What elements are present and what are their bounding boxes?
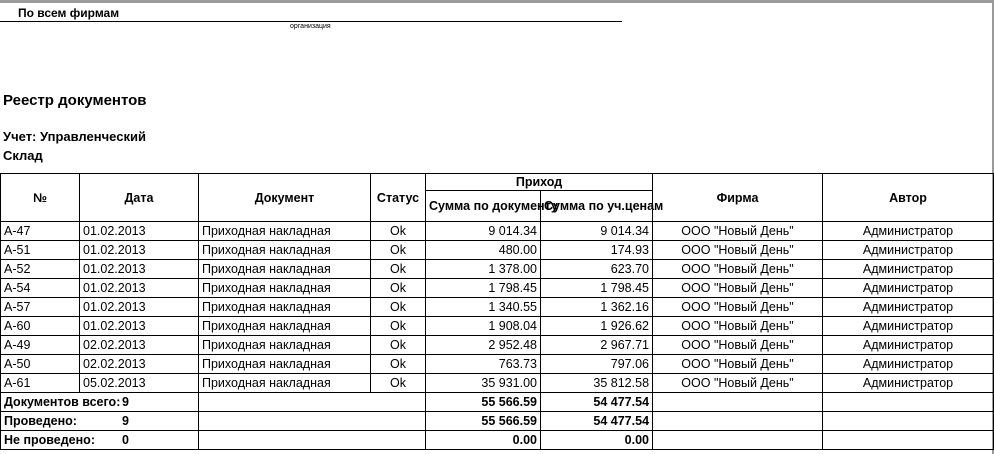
cell-firm: ООО "Новый День" [653, 222, 823, 241]
warehouse-label: Склад [3, 148, 43, 163]
cell-sum-acc: 1 798.45 [541, 279, 653, 298]
documents-table [0, 173, 994, 450]
cell-date: 01.02.2013 [80, 260, 199, 279]
cell-date: 02.02.2013 [80, 355, 199, 374]
cell-date: 01.02.2013 [80, 222, 199, 241]
cell-firm: ООО "Новый День" [653, 355, 823, 374]
cell-author: Администратор [823, 279, 994, 298]
cell-date: 01.02.2013 [80, 279, 199, 298]
totals-label-cell [1, 393, 199, 412]
cell-status: Ok [371, 374, 426, 393]
cell-num: A-52 [1, 260, 80, 279]
table-totals [1, 393, 994, 450]
cell-sum-doc: 1 378.00 [426, 260, 541, 279]
cell-date: 02.02.2013 [80, 336, 199, 355]
cell-status: Ok [371, 279, 426, 298]
cell-sum-acc: 1 362.16 [541, 298, 653, 317]
cell-document: Приходная накладная [199, 374, 371, 393]
totals-empty-cell [823, 393, 994, 412]
totals-sum-acc: 54 477.54 [541, 412, 653, 431]
totals-count: 9 [122, 414, 129, 428]
table-row[interactable] [1, 279, 994, 298]
cell-sum-acc: 2 967.71 [541, 336, 653, 355]
table-row[interactable] [1, 317, 994, 336]
totals-empty-cell [823, 412, 994, 431]
totals-empty-cell [199, 412, 426, 431]
organization-caption: организация [290, 23, 331, 30]
table-row[interactable] [1, 374, 994, 393]
col-header-document: Документ [199, 174, 371, 222]
totals-row [1, 393, 994, 412]
cell-sum-doc: 2 952.48 [426, 336, 541, 355]
cell-author: Администратор [823, 355, 994, 374]
totals-label: Документов всего: [4, 395, 121, 409]
table-row[interactable] [1, 241, 994, 260]
cell-num: A-57 [1, 298, 80, 317]
cell-firm: ООО "Новый День" [653, 279, 823, 298]
cell-document: Приходная накладная [199, 241, 371, 260]
cell-sum-acc: 35 812.58 [541, 374, 653, 393]
totals-label-cell [1, 431, 199, 450]
col-header-sum-acc: Сумма по уч.ценам [541, 191, 653, 222]
cell-date: 01.02.2013 [80, 241, 199, 260]
cell-sum-acc: 623.70 [541, 260, 653, 279]
cell-status: Ok [371, 336, 426, 355]
col-header-date: Дата [80, 174, 199, 222]
cell-author: Администратор [823, 317, 994, 336]
cell-sum-acc: 9 014.34 [541, 222, 653, 241]
cell-document: Приходная накладная [199, 355, 371, 374]
table-row[interactable] [1, 355, 994, 374]
totals-row [1, 412, 994, 431]
totals-label: Не проведено: [4, 433, 95, 447]
totals-sum-acc: 0.00 [541, 431, 653, 450]
totals-empty-cell [653, 393, 823, 412]
cell-sum-doc: 480.00 [426, 241, 541, 260]
col-header-firm: Фирма [653, 174, 823, 222]
cell-author: Администратор [823, 336, 994, 355]
cell-num: A-61 [1, 374, 80, 393]
cell-date: 01.02.2013 [80, 298, 199, 317]
cell-author: Администратор [823, 298, 994, 317]
cell-num: A-49 [1, 336, 80, 355]
cell-num: A-47 [1, 222, 80, 241]
totals-sum-doc: 55 566.59 [426, 393, 541, 412]
cell-author: Администратор [823, 222, 994, 241]
cell-status: Ok [371, 317, 426, 336]
cell-document: Приходная накладная [199, 222, 371, 241]
table-row[interactable] [1, 298, 994, 317]
cell-date: 01.02.2013 [80, 317, 199, 336]
col-header-status: Статус [371, 174, 426, 222]
cell-status: Ok [371, 298, 426, 317]
cell-sum-doc: 763.73 [426, 355, 541, 374]
col-header-income: Приход [426, 174, 653, 191]
totals-count: 0 [122, 433, 129, 447]
cell-num: A-50 [1, 355, 80, 374]
table-body [1, 222, 994, 393]
totals-label-cell [1, 412, 199, 431]
col-header-author: Автор [823, 174, 994, 222]
totals-empty-cell [199, 431, 426, 450]
organization-underline [0, 21, 622, 22]
cell-sum-doc: 9 014.34 [426, 222, 541, 241]
totals-row [1, 431, 994, 450]
cell-firm: ООО "Новый День" [653, 298, 823, 317]
cell-sum-doc: 35 931.00 [426, 374, 541, 393]
cell-sum-acc: 1 926.62 [541, 317, 653, 336]
totals-label: Проведено: [4, 414, 77, 428]
cell-document: Приходная накладная [199, 260, 371, 279]
cell-document: Приходная накладная [199, 317, 371, 336]
cell-num: A-54 [1, 279, 80, 298]
totals-empty-cell [823, 431, 994, 450]
cell-sum-doc: 1 340.55 [426, 298, 541, 317]
cell-sum-acc: 797.06 [541, 355, 653, 374]
totals-sum-doc: 0.00 [426, 431, 541, 450]
totals-count: 9 [122, 395, 129, 409]
cell-status: Ok [371, 241, 426, 260]
cell-num: A-51 [1, 241, 80, 260]
cell-author: Администратор [823, 241, 994, 260]
col-header-sum-doc: Сумма по документу [426, 191, 541, 222]
totals-sum-doc: 55 566.59 [426, 412, 541, 431]
cell-sum-doc: 1 908.04 [426, 317, 541, 336]
cell-firm: ООО "Новый День" [653, 260, 823, 279]
table-row[interactable] [1, 336, 994, 355]
cell-status: Ok [371, 355, 426, 374]
cell-author: Администратор [823, 374, 994, 393]
table-row[interactable] [1, 222, 994, 241]
totals-empty-cell [653, 431, 823, 450]
cell-firm: ООО "Новый День" [653, 374, 823, 393]
cell-status: Ok [371, 222, 426, 241]
totals-empty-cell [653, 412, 823, 431]
table-row[interactable] [1, 260, 994, 279]
organization-name: По всем фирмам [18, 6, 120, 20]
cell-status: Ok [371, 260, 426, 279]
cell-sum-acc: 174.93 [541, 241, 653, 260]
cell-author: Администратор [823, 260, 994, 279]
totals-empty-cell [199, 393, 426, 412]
cell-document: Приходная накладная [199, 298, 371, 317]
cell-firm: ООО "Новый День" [653, 241, 823, 260]
cell-date: 05.02.2013 [80, 374, 199, 393]
cell-document: Приходная накладная [199, 279, 371, 298]
window-top-border [0, 0, 994, 3]
cell-firm: ООО "Новый День" [653, 336, 823, 355]
accounting-type: Учет: Управленческий [3, 129, 146, 144]
cell-document: Приходная накладная [199, 336, 371, 355]
totals-sum-acc: 54 477.54 [541, 393, 653, 412]
cell-sum-doc: 1 798.45 [426, 279, 541, 298]
report-title: Реестр документов [3, 92, 147, 109]
col-header-num: № [1, 174, 80, 222]
cell-firm: ООО "Новый День" [653, 317, 823, 336]
cell-num: A-60 [1, 317, 80, 336]
